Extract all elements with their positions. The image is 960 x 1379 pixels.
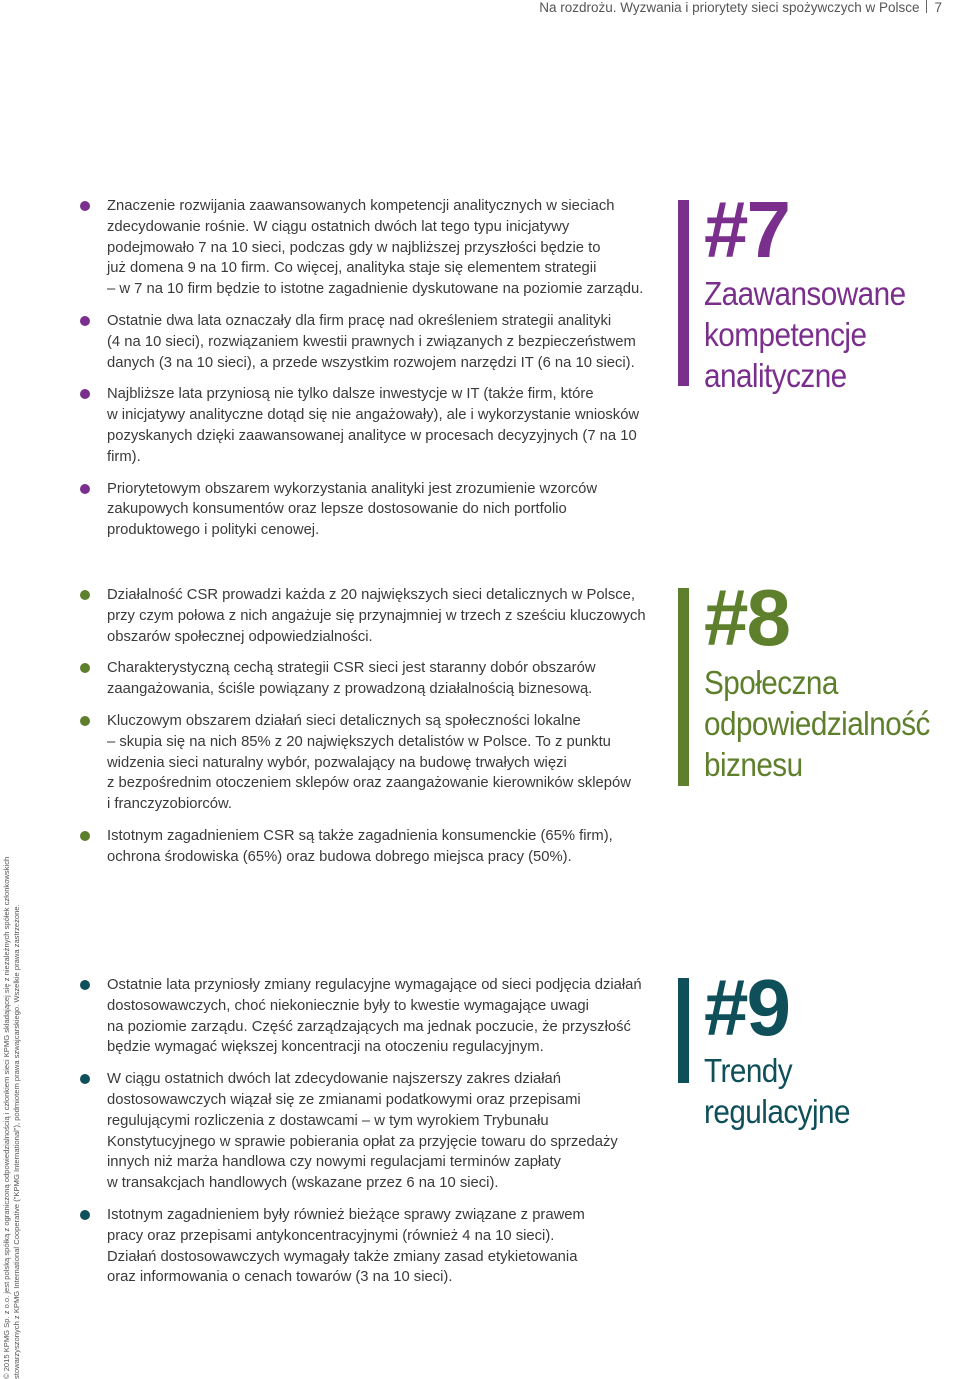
list-item: Znaczenie rozwijania zaawansowanych kompetencji analitycznych w sieciach zdecydowanie rośnie. W ciągu ostatnich dwóch lat tego typu inicjatywy podejmowało 7 na 10 sieci, podczas gdy w najbliższej przyszłości będzie to już domena 9 na 10 firm. Co więcej, analityka staje się elementem strategii – w 7 na 10 firm będzie to istotne zagadnienie dyskutowane na poziomie zarządu. [80,196,670,300]
bullet-list [80,196,670,552]
bullet-dot [80,590,90,600]
page-number: 7 [934,0,942,15]
bullet-dot [80,980,90,990]
copyright-note: © 2015 KPMG Sp. z o.o. jest polską spółką z ograniczoną odpowiedzialnością i członkiem sieci KPMG składającej się z niezależnych spółek członkowskich stowarzyszonych z KPMG International Cooperative ("KPMG International"), podmiotem prawa szwajcarskiego. Wszelkie prawa zastrzeżone. [2,856,21,1379]
bullet-list [80,975,670,1299]
accent-bar [678,200,689,386]
accent-bar [678,978,689,1083]
section-number: #9 [704,963,789,1052]
page-header [539,0,942,16]
section-title: Trendy regulacyjne [704,1052,850,1130]
section-title: Społeczna odpowiedzialność biznesu [704,664,930,783]
bullet-dot [80,389,90,399]
bullet-dot [80,663,90,673]
list-item: Działalność CSR prowadzi każda z 20 największych sieci detalicznych w Polsce, przy czym połowa z nich angażuje się przynajmniej w trzech z sześciu kluczowych obszarów społecznej odpowiedzialności. [80,585,670,647]
bullet-dot [80,831,90,841]
accent-bar [678,588,689,786]
document-title: Na rozdrożu. Wyzwania i priorytety sieci spożywczych w Polsce [539,0,920,15]
list-item: Istotnym zagadnieniem CSR są także zagadnienia konsumenckie (65% firm), ochrona środowiska (65%) oraz budowa dobrego miejsca pracy (50%). [80,826,670,868]
bullet-dot [80,316,90,326]
list-item: Ostatnie dwa lata oznaczały dla firm pracę nad określeniem strategii analityki (4 na 10 sieci), rozwiązaniem kwestii prawnych i związanych z bezpieczeństwem danych (3 na 10 sieci), a przede wszystkim rozwojem narzędzi IT (6 na 10 sieci). [80,311,670,373]
bullet-dot [80,484,90,494]
list-item: Najbliższe lata przyniosą nie tylko dalsze inwestycje w IT (także firm, które w inicjatywy analityczne dotąd się nie angażowały), ale i wykorzystanie wniosków pozyskanych dzięki zaawansowanej analityce w procesach decyzyjnych (7 na 10 firm). [80,384,670,467]
header-divider [926,0,927,13]
bullet-dot [80,716,90,726]
list-item: Istotnym zagadnieniem były również bieżące sprawy związane z prawem pracy oraz przepisami antykoncentracyjnymi (również 4 na 10 sieci). Działań dostosowawczych wymagały także zmiany zasad etykietowania oraz informowania o cenach towarów (3 na 10 sieci). [80,1205,670,1288]
bullet-dot [80,1210,90,1220]
section-title: Zaawansowane kompetencje analityczne [704,275,906,394]
list-item: Priorytetowym obszarem wykorzystania analityki jest zrozumienie wzorców zakupowych konsumentów oraz lepsze dostosowanie do nich portfolio produktowego i polityki cenowej. [80,479,670,541]
bullet-dot [80,1074,90,1084]
list-item: Charakterystyczną cechą strategii CSR sieci jest staranny dobór obszarów zaangażowania, ściśle powiązany z prowadzoną działalnością biznesową. [80,658,670,700]
list-item: Ostatnie lata przyniosły zmiany regulacyjne wymagające od sieci podjęcia działań dostosowawczych, choć niekoniecznie były to kwestie wymagające uwagi na poziomie zarządu. Część zarządzających ma jednak poczucie, że przyszłość będzie wymagać większej koncentracji na otoczeniu regulacyjnym. [80,975,670,1058]
bullet-list [80,585,670,879]
section-number: #7 [704,185,789,274]
bullet-dot [80,201,90,211]
list-item: Kluczowym obszarem działań sieci detalicznych są społeczności lokalne – skupia się na nich 85% z 20 największych detalistów w Polsce. To z punktu widzenia sieci naturalny wybór, pozwalający na budowę trwałych więzi z bezpośrednim otoczeniem sklepów oraz zaangażowanie kierowników sklepów i franczyzobiorców. [80,711,670,815]
list-item: W ciągu ostatnich dwóch lat zdecydowanie najszerszy zakres działań dostosowawczych wiązał się ze zmianami podatkowymi oraz przepisami regulującymi rozliczenia z dostawcami – w tym wyrokiem Trybunału Konstytucyjnego w sprawie pobierania opłat za przyjęcie towaru do sprzedaży innych niż marża handlowa czy nowymi regulacjami terminów zapłaty w transakcjach handlowych (wskazane przez 6 na 10 sieci). [80,1069,670,1194]
section-number: #8 [704,573,789,662]
